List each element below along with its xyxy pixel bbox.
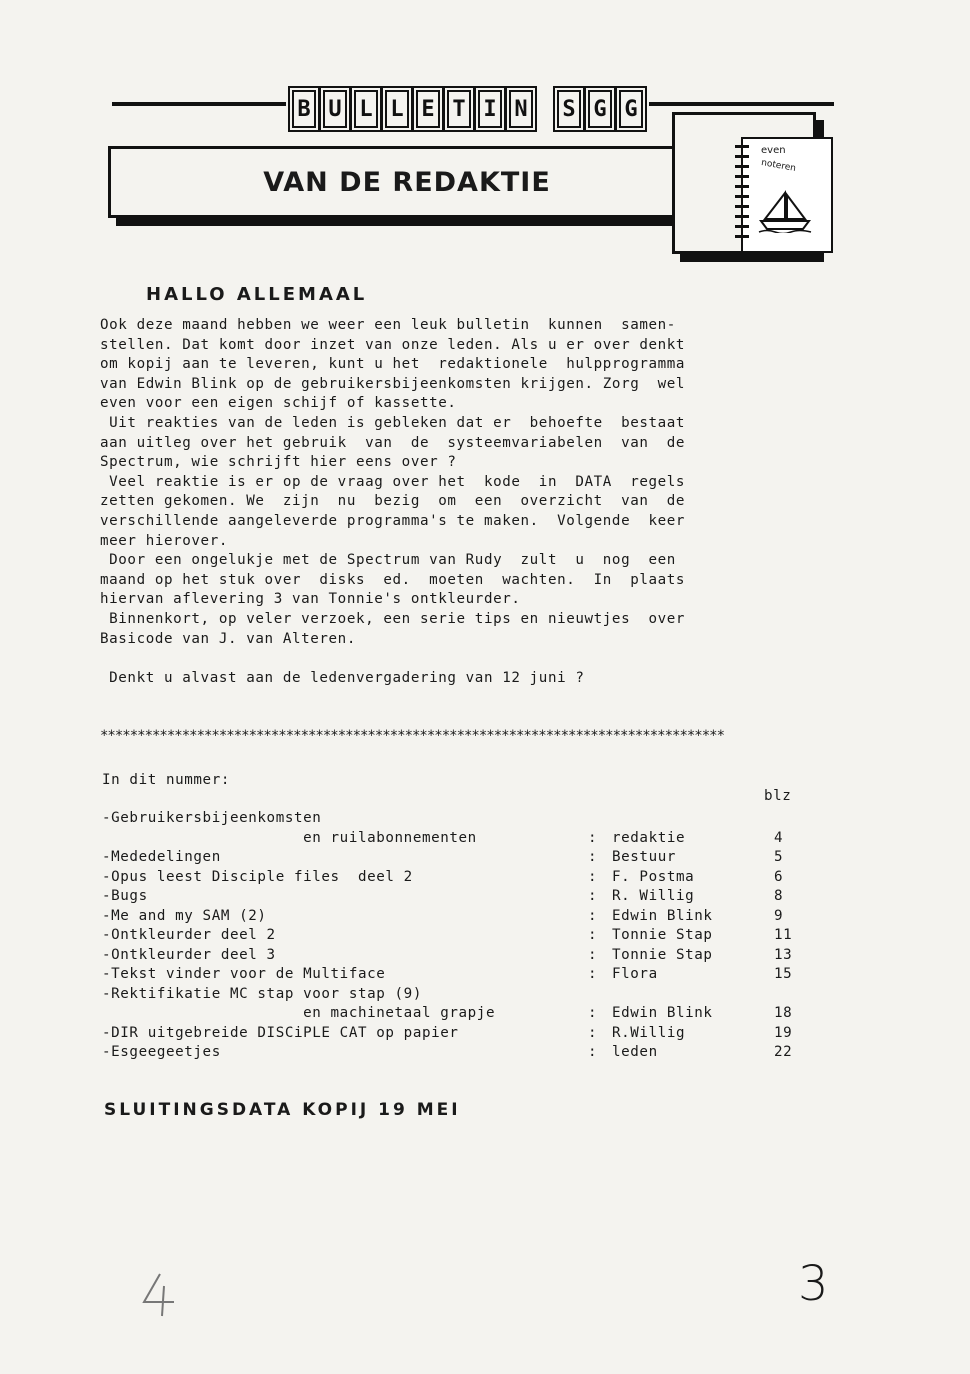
text-line: verschillende aangeleverde programma's te maken. Volgende keer — [100, 512, 686, 529]
toc-title: -Gebruikersbijeenkomsten — [102, 810, 322, 826]
logo-letter: T — [447, 90, 471, 128]
notebook-label-1: even — [761, 145, 786, 156]
toc-author: Edwin Blink — [612, 1005, 713, 1021]
text-line: Uit reakties van de leden is gebleken dat er behoefte bestaat — [100, 414, 686, 431]
toc-author: leden — [612, 1044, 658, 1060]
text-line: Veel reaktie is er op de vraag over het kode in DATA regels — [100, 473, 686, 490]
toc-author: Flora — [612, 966, 658, 982]
toc-title: -Ontkleurder deel 2 — [102, 927, 276, 943]
separator-line: ************************************************************************************ — [100, 728, 725, 744]
logo-letter: E — [416, 90, 440, 128]
toc-colon: : — [588, 829, 598, 846]
toc-row — [102, 966, 822, 986]
toc-page: 8 — [774, 888, 784, 904]
toc-page: 15 — [774, 966, 793, 982]
toc-row — [102, 986, 822, 1006]
logo-letter: I — [478, 90, 502, 128]
toc-row — [102, 947, 822, 967]
toc-row — [102, 888, 822, 908]
toc-colon: : — [588, 1024, 598, 1041]
logo-letter: G — [619, 90, 643, 128]
text-line — [100, 649, 846, 669]
toc-page: 5 — [774, 849, 784, 865]
toc-row — [102, 849, 822, 869]
toc-page: 13 — [774, 946, 793, 963]
title-banner — [108, 146, 706, 218]
toc-colon: : — [588, 868, 598, 885]
text-line: Basicode van J. van Alteren. — [100, 630, 356, 647]
toc-page-column-header: blz — [764, 788, 792, 804]
toc-author: R.Willig — [612, 1024, 686, 1041]
toc-page: 22 — [774, 1044, 793, 1060]
notebook-page — [741, 137, 833, 253]
text-line: om kopij aan te leveren, kunt u het redaktionele hulpprogramma — [100, 356, 686, 373]
text-line: meer hierover. — [100, 532, 228, 549]
page-number: 3 — [798, 1256, 829, 1312]
editorial-text — [100, 316, 846, 688]
logo-letter: S — [557, 90, 581, 128]
toc-title: -Mededelingen — [102, 849, 221, 865]
logo-letter: U — [323, 90, 347, 128]
toc-colon: : — [588, 1044, 598, 1060]
logo-letter: L — [354, 90, 378, 128]
toc-title: en machinetaal grapje — [102, 1005, 496, 1021]
toc-title: -Ontkleurder deel 3 — [102, 946, 276, 963]
toc-title: -Rektifikatie MC stap voor stap (9) — [102, 985, 422, 1002]
toc-page: 19 — [774, 1024, 793, 1041]
toc-colon: : — [588, 1005, 598, 1021]
toc-row — [102, 1044, 822, 1064]
toc-author: R. Willig — [612, 888, 695, 904]
toc-row — [102, 830, 822, 850]
greeting-heading: HALLO ALLEMAAL — [146, 284, 368, 305]
toc-row — [102, 869, 822, 889]
copy-deadline: SLUITINGSDATA KOPIJ 19 MEI — [104, 1100, 461, 1120]
text-line: Ook deze maand hebben we weer een leuk bulletin kunnen samen- — [100, 317, 676, 333]
logo-letter: L — [385, 90, 409, 128]
toc-page: 4 — [774, 829, 784, 846]
text-line: van Edwin Blink op de gebruikersbijeenkomsten krijgen. Zorg wel — [100, 375, 686, 392]
sailboat-icon — [757, 189, 813, 233]
toc-row — [102, 810, 822, 830]
text-line: zetten gekomen. We zijn nu bezig om een overzicht van de — [100, 493, 686, 510]
text-line: Spectrum, wie schrijft hier eens over ? — [100, 454, 457, 471]
logo-spacer — [538, 90, 552, 128]
toc-row — [102, 927, 822, 947]
toc-page: 6 — [774, 868, 784, 885]
toc-author: Tonnie Stap — [612, 927, 713, 943]
text-line: hiervan aflevering 3 van Tonnie's ontkleurder. — [100, 591, 521, 608]
toc-row — [102, 1025, 822, 1045]
text-line: stellen. Dat komt door inzet van onze leden. Als u er over denkt — [100, 336, 686, 353]
notebook-label-2: noteren — [760, 158, 797, 174]
toc-colon: : — [588, 888, 598, 904]
toc-title: en ruilabonnementen — [102, 829, 477, 846]
notebook-icon — [672, 112, 816, 254]
toc-title: -Bugs — [102, 888, 148, 904]
logo-letter: G — [588, 90, 612, 128]
toc-author: Tonnie Stap — [612, 946, 713, 963]
page-title: VAN DE REDAKTIE — [263, 166, 551, 198]
text-line: Door een ongelukje met de Spectrum van Rudy zult u nog een — [100, 552, 676, 569]
toc-title: -DIR uitgebreide DISCiPLE CAT op papier — [102, 1024, 459, 1041]
text-line: Binnenkort, op veler verzoek, een serie tips en nieuwtjes over — [100, 610, 686, 627]
text-line: even voor een eigen schijf of kassette. — [100, 395, 457, 412]
handwritten-mark — [138, 1272, 182, 1318]
text-line: Denkt u alvast aan de ledenvergadering van 12 juni ? — [100, 669, 585, 686]
toc-colon: : — [588, 907, 598, 924]
toc-colon: : — [588, 927, 598, 943]
toc-page: 9 — [774, 907, 784, 924]
toc-colon: : — [588, 849, 598, 865]
toc-author: redaktie — [612, 829, 686, 846]
toc-author: Bestuur — [612, 849, 676, 865]
toc-colon: : — [588, 946, 598, 963]
toc-page: 11 — [774, 927, 793, 943]
toc-title: -Esgeegeetjes — [102, 1044, 221, 1060]
toc-title: -Tekst vinder voor de Multiface — [102, 966, 386, 982]
logo-letter: B — [292, 90, 316, 128]
toc-title: -Opus leest Disciple files deel 2 — [102, 868, 413, 885]
toc-row — [102, 1005, 822, 1025]
toc-heading: In dit nummer: — [102, 772, 230, 788]
toc-colon: : — [588, 966, 598, 982]
toc-row — [102, 908, 822, 928]
logo-letter: N — [509, 90, 533, 128]
toc-author: F. Postma — [612, 868, 695, 885]
text-line: aan uitleg over het gebruik van de systeemvariabelen van de — [100, 434, 686, 451]
toc-author: Edwin Blink — [612, 907, 713, 924]
text-line: maand op het stuk over disks ed. moeten wachten. In plaats — [100, 571, 686, 588]
spiral-binding-icon — [735, 145, 749, 241]
bulletin-sgg-logo — [286, 90, 649, 128]
toc-title: -Me and my SAM (2) — [102, 907, 267, 924]
toc-page: 18 — [774, 1005, 793, 1021]
